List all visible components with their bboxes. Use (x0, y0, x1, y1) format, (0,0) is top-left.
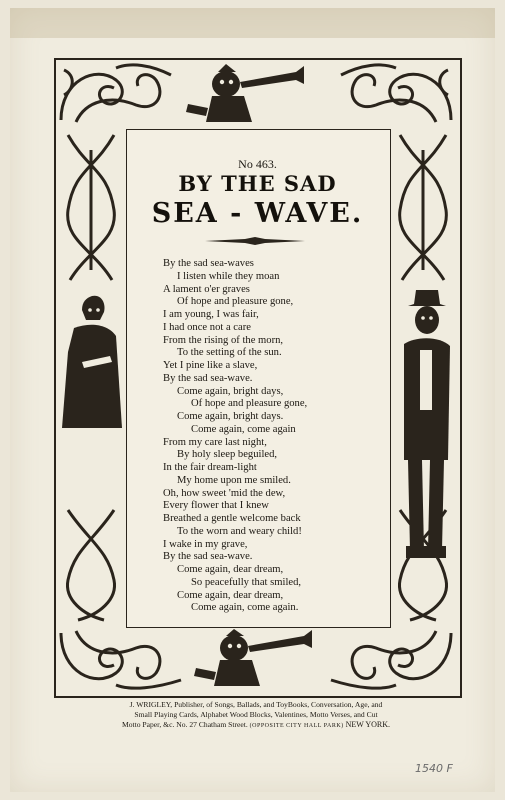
poem-line: From the rising of the morn, (163, 334, 284, 346)
poem-line: Of hope and pleasure gone, (191, 398, 308, 410)
poem-line: My home upon me smiled. (177, 474, 291, 486)
publisher-imprint (66, 700, 446, 731)
imprint-location-note: (OPPOSITE CITY HALL PARK) (249, 723, 344, 729)
poem-line: By the sad sea-waves (163, 258, 254, 269)
poem-line: Yet I pine like a slave, (163, 360, 258, 371)
poem-line: Every flower that I knew (163, 500, 269, 512)
poem-line: Come again, dear dream, (177, 564, 284, 575)
left-woman-figure (60, 292, 124, 428)
poem-line: I wake in my grave, (163, 538, 248, 550)
poem-line: I am young, I was fair, (163, 309, 259, 320)
bottom-right-scroll-ornament (326, 625, 456, 693)
poem-line: I had once not a care (163, 321, 251, 333)
imprint-line: Small Playing Cards, Alphabet Wood Blocks, Valentines, Motto Verses, and Cut (134, 710, 378, 719)
catalog-mark: 1540 F (415, 762, 453, 775)
bottom-trumpeter-figure (186, 628, 331, 692)
poem-line: By the sad sea-wave. (163, 551, 253, 563)
top-trumpeter-figure (178, 62, 323, 128)
title-line-1: BY THE SAD (178, 171, 337, 196)
title-rule-ornament (205, 237, 305, 245)
poem-line: Breathed a gentle welcome back (163, 513, 301, 524)
poem-text (163, 258, 385, 615)
imprint-line: J. WRIGLEY, Publisher, of Songs, Ballads, and ToyBooks, Conversation, Age, and (129, 700, 383, 709)
top-left-scroll-ornament (56, 60, 176, 128)
poem-line: Come again, come again (191, 423, 296, 435)
poem-line: So peacefully that smiled, (191, 576, 302, 588)
poem-line: To the worn and weary child! (177, 525, 302, 537)
ballad-number: No 463. (238, 157, 277, 171)
poem-line: From my care last night, (163, 436, 267, 448)
poem-line: Come again, bright days. (177, 411, 284, 422)
poem-line: In the fair dream-light (163, 462, 257, 473)
poem-line: Come again, come again. (191, 602, 299, 614)
poem-line: By holy sleep beguiled, (177, 449, 278, 461)
poem-line: To the setting of the sun. (177, 347, 282, 359)
paper-top-band (10, 8, 495, 38)
poem-line: By the sad sea-wave. (163, 372, 253, 384)
poem-line: Oh, how sweet 'mid the dew, (163, 487, 286, 499)
poem-line: A lament o'er graves (163, 283, 250, 295)
right-man-figure (390, 280, 456, 570)
poem-line: Come again, bright days, (177, 385, 284, 397)
poem-line: Of hope and pleasure gone, (177, 296, 294, 308)
imprint-address: Motto Paper, &c. No. 27 Chatham Street. (121, 720, 248, 729)
imprint-city: NEW YORK. (345, 720, 391, 729)
imprint-line (66, 720, 446, 731)
bottom-left-scroll-ornament (56, 625, 186, 693)
top-right-scroll-ornament (336, 60, 456, 128)
poem-line: Come again, dear dream, (177, 589, 284, 601)
title-line-2: SEA - WAVE. (151, 198, 364, 229)
poem-line: I listen while they moan (177, 270, 280, 282)
